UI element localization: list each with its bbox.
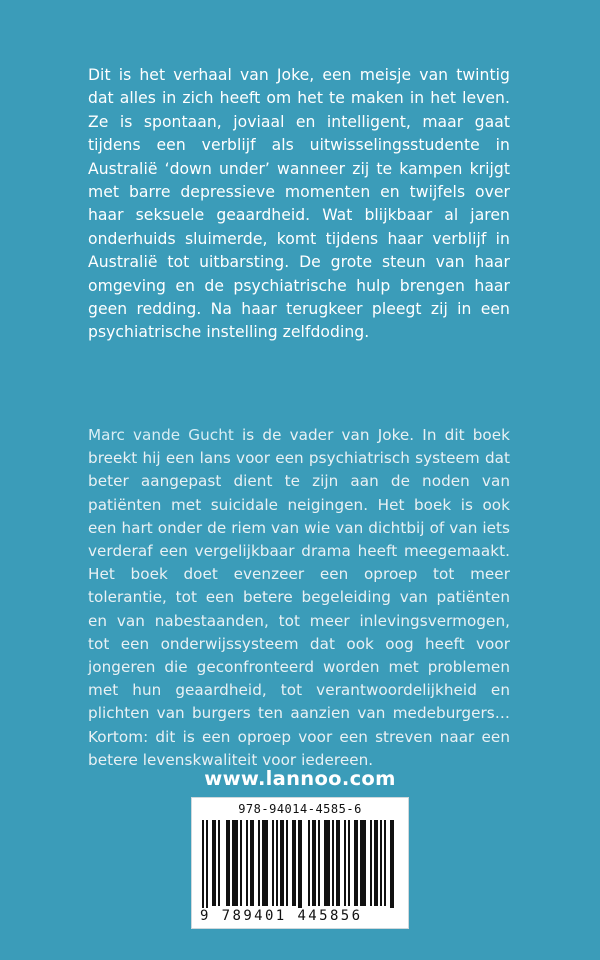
barcode-bar	[392, 820, 394, 912]
barcode-bar	[202, 820, 204, 912]
barcode-bar	[384, 820, 386, 906]
barcode-bar	[206, 820, 208, 912]
barcode-bar	[280, 820, 282, 906]
synopsis-paragraph: Dit is het verhaal van Joke, een meisje van twintig dat alles in zich heeft om het te maken in het leven. Ze is spontaan, joviaal en intelligent, maar gaat tijdens een verblijf als uitwisselingsstudente in Australië ‘down under’ wanneer zij te kampen krijgt met barre depressieve momenten en twijfels over haar seksuele geaardheid. Wat blijkbaar al jaren onderhuids sluimerde, komt tijdens haar verblijf in Australië tot uitbarsting. De grote steun van haar omgeving en de psychiatrische hulp brengen haar geen redding. Na haar terugkeer pleegt zij in een psychiatrische instelling zelfdoding.	[88, 66, 510, 342]
barcode-bar	[292, 820, 294, 906]
barcode-bar	[318, 820, 320, 906]
barcode-digits: 9 789401 445856	[200, 908, 402, 924]
barcode-bar	[282, 820, 284, 906]
barcode-bar	[294, 820, 296, 906]
barcode-bar	[236, 820, 238, 906]
barcode-bar	[338, 820, 340, 906]
barcode-bar	[312, 820, 314, 906]
barcode-bar	[344, 820, 346, 906]
barcode-bar	[226, 820, 228, 906]
author-paragraph	[88, 424, 510, 772]
barcode-bar	[212, 820, 214, 906]
author-paragraph-text: is de vader van Joke. In dit boek breekt hij een lans voor een psychiatrisch systeem dat beter aangepast dient te zijn aan de noden van patiënten met suicidale neigingen. Het boek is ook een hart onder de riem van wie van dichtbij of van iets verderaf een vergelijkbaar drama heeft meegemaakt. Het boek doet evenzeer een oproep tot meer tolerantie, tot een betere begeleiding van patiënten en van nabestaanden, tot meer inlevingsvermogen, tot een onderwijssysteem dat ook oog heeft voor jongeren die geconfronteerd worden met problemen met hun geaardheid, tot verantwoordelijkheid en plichten van burgers ten aanzien van medeburgers… Kortom: dit is een oproep voor een streven naar een betere levenskwaliteit voor iedereen.	[88, 426, 510, 769]
barcode-bar	[218, 820, 220, 906]
barcode-bar	[266, 820, 268, 906]
barcode-icon	[202, 820, 400, 912]
barcode-bar	[360, 820, 362, 906]
barcode-bar	[374, 820, 376, 906]
barcode-bar	[362, 820, 364, 906]
barcode-bar	[376, 820, 378, 906]
barcode-bar	[390, 820, 392, 912]
barcode-bar	[328, 820, 330, 906]
isbn-label: 978-94014-4585-6	[238, 802, 362, 816]
barcode-bar	[298, 820, 300, 912]
barcode-bar	[214, 820, 216, 906]
barcode-bar	[314, 820, 316, 906]
barcode-bar	[332, 820, 334, 906]
publisher-website: www.lannoo.com	[204, 767, 396, 790]
barcode-bar	[348, 820, 350, 906]
barcode-bar	[364, 820, 366, 906]
barcode-bar	[276, 820, 278, 906]
barcode-bar	[336, 820, 338, 906]
barcode-bar	[380, 820, 382, 906]
barcode-bar	[234, 820, 236, 906]
barcode-bar	[326, 820, 328, 906]
barcode-box	[191, 797, 409, 929]
barcode-bar	[370, 820, 372, 906]
barcode-bar	[240, 820, 242, 906]
barcode-bar	[262, 820, 264, 906]
barcode-bar	[250, 820, 252, 906]
barcode-bar	[354, 820, 356, 906]
barcode-bar	[308, 820, 310, 906]
barcode-bar	[258, 820, 260, 906]
barcode-bar	[272, 820, 274, 906]
barcode-bar	[324, 820, 326, 906]
barcode-bar	[286, 820, 288, 906]
barcode-bar	[232, 820, 234, 906]
barcode-bar	[264, 820, 266, 906]
barcode-bar	[246, 820, 248, 906]
author-name: Marc vande Gucht	[88, 426, 234, 444]
barcode-bar	[300, 820, 302, 912]
barcode-bar	[228, 820, 230, 906]
barcode-bar	[356, 820, 358, 906]
barcode-bar	[252, 820, 254, 906]
